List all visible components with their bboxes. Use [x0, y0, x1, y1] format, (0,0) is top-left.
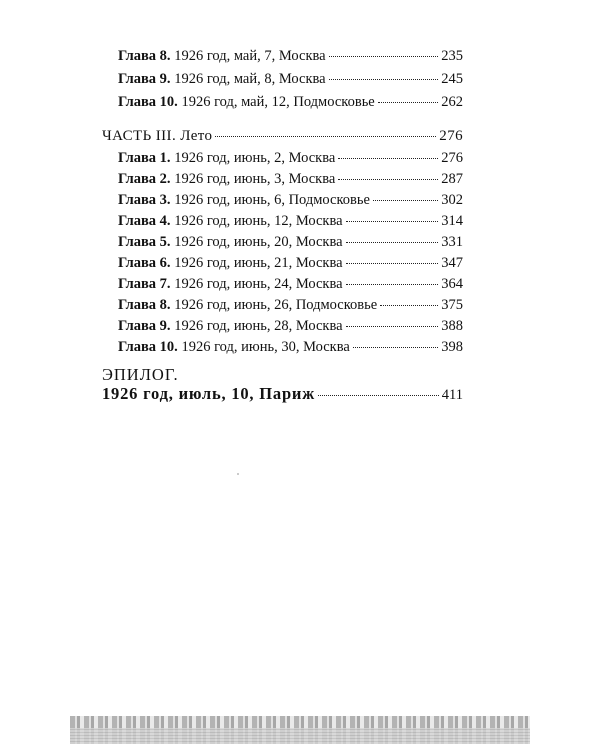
chapter-number: Глава 9.: [118, 318, 171, 334]
dot-leader: [373, 200, 438, 201]
part-title: ЧАСТЬ III. Лето: [102, 128, 213, 144]
decorative-footer-band: [70, 716, 530, 744]
chapter-number: Глава 5.: [118, 234, 171, 250]
toc-entry: [118, 318, 463, 335]
chapter-title: 1926 год, июнь, 21, Москва: [174, 255, 343, 271]
dot-leader: [353, 347, 438, 348]
dot-leader: [380, 305, 438, 306]
epilogue-subtitle: 1926 год, июль, 10, Париж: [102, 384, 315, 403]
chapter-title: 1926 год, июнь, 2, Москва: [174, 150, 336, 166]
chapter-title: 1926 год, июнь, 24, Москва: [174, 276, 343, 292]
chapter-number: Глава 10.: [118, 339, 178, 355]
dot-leader: [215, 136, 436, 137]
print-speck: [237, 473, 239, 475]
chapter-title: 1926 год, июнь, 3, Москва: [174, 171, 336, 187]
dot-leader: [346, 242, 439, 243]
page-number: 302: [441, 192, 463, 208]
toc-entry: [118, 339, 463, 356]
page-number: 331: [441, 234, 463, 250]
toc-entry: [118, 255, 463, 272]
chapter-number: Глава 1.: [118, 150, 171, 166]
dot-leader: [346, 326, 439, 327]
dot-leader: [329, 56, 439, 57]
dot-leader: [346, 221, 439, 222]
page-number: 347: [441, 255, 463, 271]
dot-leader: [346, 284, 439, 285]
chapter-title: 1926 год, май, 7, Москва: [174, 48, 326, 64]
toc-entry: [118, 192, 463, 209]
page-number: 375: [441, 297, 463, 313]
page-number: 398: [441, 339, 463, 355]
page-number: 388: [441, 318, 463, 334]
dot-leader: [378, 102, 439, 103]
part-heading: [102, 128, 463, 145]
toc-entry: [118, 71, 463, 88]
chapter-number: Глава 6.: [118, 255, 171, 271]
toc-entry: [118, 276, 463, 293]
chapter-number: Глава 2.: [118, 171, 171, 187]
dot-leader: [338, 158, 438, 159]
chapter-number: Глава 8.: [118, 48, 171, 64]
chapter-number: Глава 8.: [118, 297, 171, 313]
page-number: 276: [441, 150, 463, 166]
chapter-title: 1926 год, май, 12, Подмосковье: [181, 94, 375, 110]
toc-entry: [118, 171, 463, 188]
chapter-title: 1926 год, июнь, 30, Москва: [181, 339, 350, 355]
page-number: 287: [441, 171, 463, 187]
chapter-title: 1926 год, июнь, 6, Подмосковье: [174, 192, 370, 208]
chapter-title: 1926 год, июнь, 20, Москва: [174, 234, 343, 250]
toc-entry: [118, 234, 463, 251]
page-number: 276: [439, 128, 463, 144]
chapter-number: Глава 9.: [118, 71, 171, 87]
toc-entry: [118, 48, 463, 65]
chapter-number: Глава 3.: [118, 192, 171, 208]
chapter-number: Глава 7.: [118, 276, 171, 292]
dot-leader: [338, 179, 438, 180]
page-number: 314: [441, 213, 463, 229]
page-number: 411: [441, 387, 463, 403]
chapter-title: 1926 год, май, 8, Москва: [174, 71, 326, 87]
chapter-number: Глава 4.: [118, 213, 171, 229]
chapter-title: 1926 год, июнь, 26, Подмосковье: [174, 297, 378, 313]
chapter-number: Глава 10.: [118, 94, 178, 110]
page-number: 245: [441, 71, 463, 87]
toc-entry: [118, 150, 463, 167]
epilogue-title: ЭПИЛОГ.: [102, 365, 179, 384]
chapter-title: 1926 год, июнь, 28, Москва: [174, 318, 343, 334]
page-number: 235: [441, 48, 463, 64]
epilogue-entry: [102, 384, 463, 404]
page-number: 364: [441, 276, 463, 292]
toc-entry: [118, 297, 463, 314]
toc-entry: [118, 94, 463, 111]
toc-entry: [118, 213, 463, 230]
dot-leader: [318, 395, 439, 396]
dot-leader: [346, 263, 439, 264]
page-number: 262: [441, 94, 463, 110]
chapter-title: 1926 год, июнь, 12, Москва: [174, 213, 343, 229]
dot-leader: [329, 79, 439, 80]
